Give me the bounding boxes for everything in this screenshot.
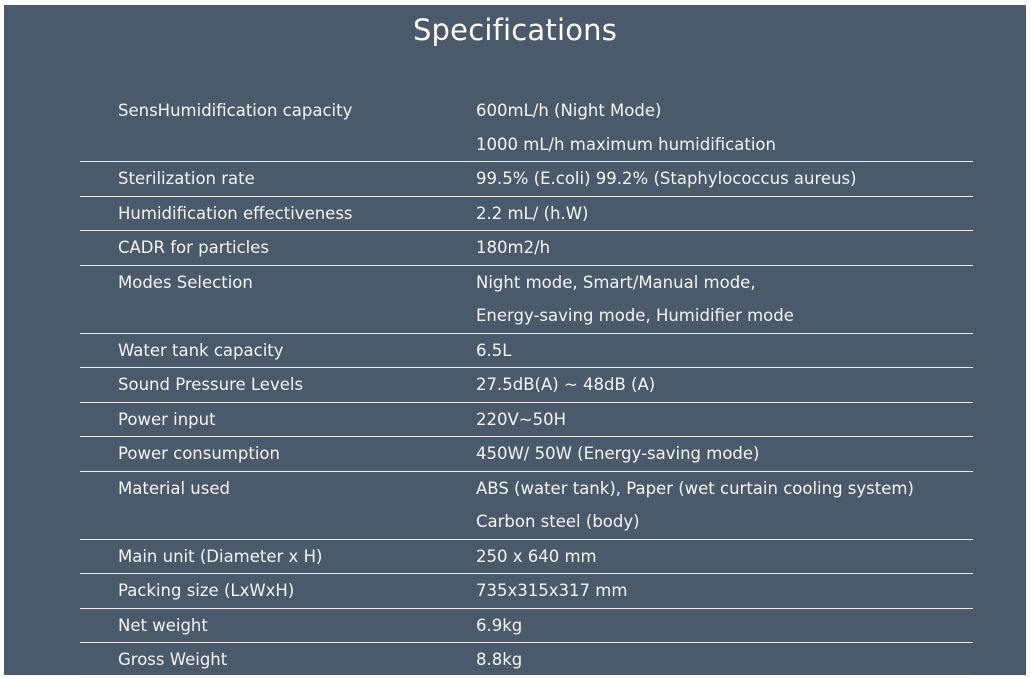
spec-value: 450W/ 50W (Energy-saving mode) xyxy=(476,444,760,463)
spec-label: Material used xyxy=(118,478,230,498)
spec-value: 27.5dB(A) ~ 48dB (A) xyxy=(476,375,656,394)
spec-row xyxy=(80,368,973,403)
spec-row xyxy=(80,609,973,644)
spec-label: Net weight xyxy=(118,615,208,635)
spec-row xyxy=(80,540,973,575)
spec-row xyxy=(80,231,973,266)
spec-label: Humidification effectiveness xyxy=(118,203,353,223)
spec-label: Modes Selection xyxy=(118,272,253,292)
spec-row xyxy=(80,437,973,472)
spec-value: 220V~50H xyxy=(476,409,567,429)
spec-value: 1000 mL/h maximum humidification xyxy=(476,134,776,154)
spec-value: 2.2 mL/ (h.W) xyxy=(476,203,589,223)
spec-value: 250 x 640 mm xyxy=(476,546,597,566)
spec-label: Gross Weight xyxy=(118,650,228,669)
spec-row xyxy=(80,197,973,232)
spec-table xyxy=(80,94,973,678)
spec-value: 8.8kg xyxy=(476,650,523,669)
spec-label: Water tank capacity xyxy=(118,340,284,360)
spec-row xyxy=(80,334,973,369)
specifications-panel xyxy=(4,5,1026,675)
spec-row xyxy=(80,403,973,438)
spec-row xyxy=(80,472,973,540)
spec-row xyxy=(80,574,973,609)
page-title: Specifications xyxy=(412,13,618,47)
spec-value: 6.9kg xyxy=(476,615,523,635)
spec-value: 735x315x317 mm xyxy=(476,581,628,600)
spec-label: CADR for particles xyxy=(118,238,269,257)
spec-value: Night mode, Smart/Manual mode, xyxy=(476,272,756,292)
spec-label: Sterilization rate xyxy=(118,169,255,188)
spec-value: 180m2/h xyxy=(476,238,551,257)
spec-row xyxy=(80,162,973,197)
spec-label: SensHumidification capacity xyxy=(118,101,353,120)
spec-label: Power input xyxy=(118,409,216,429)
spec-value: 6.5L xyxy=(476,340,512,360)
spec-value: ABS (water tank), Paper (wet curtain cooling system) xyxy=(476,478,914,498)
spec-label: Power consumption xyxy=(118,444,280,463)
spec-label: Packing size (LxWxH) xyxy=(118,581,295,600)
spec-value: 600mL/h (Night Mode) xyxy=(476,101,662,120)
spec-label: Main unit (Diameter x H) xyxy=(118,546,323,566)
spec-value: Carbon steel (body) xyxy=(476,512,640,531)
spec-row xyxy=(80,643,973,678)
spec-label: Sound Pressure Levels xyxy=(118,375,304,394)
spec-value: 99.5% (E.coli) 99.2% (Staphylococcus aureus) xyxy=(476,169,857,188)
spec-value: Energy-saving mode, Humidifier mode xyxy=(476,306,794,325)
spec-row xyxy=(80,266,973,334)
spec-row xyxy=(80,94,973,162)
